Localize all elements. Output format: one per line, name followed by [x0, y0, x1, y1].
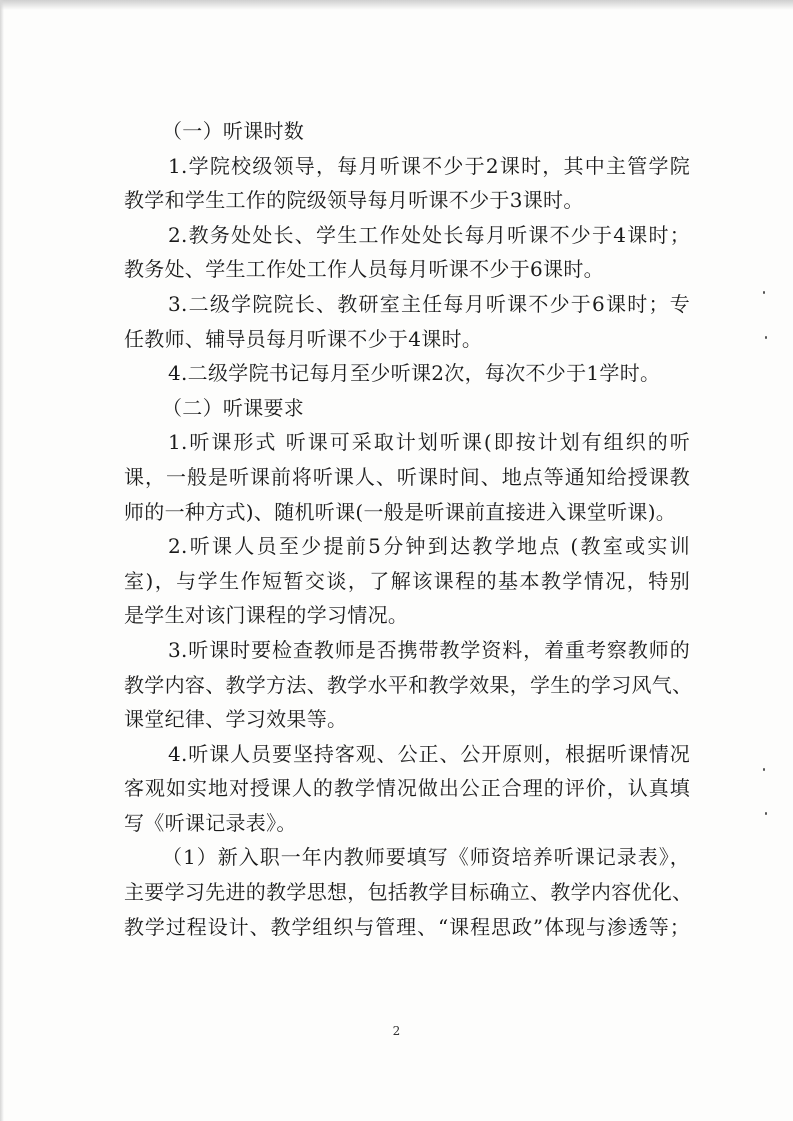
scan-speck: [763, 291, 765, 294]
scan-edge-top: [0, 0, 793, 10]
paragraph-line: 3.二级学院院长、教研室主任每月听课不少于6课时；专: [168, 291, 690, 316]
scan-speck: [763, 768, 765, 771]
paragraph-line: 教务处、学生工作处工作人员每月听课不少于6课时。: [124, 257, 604, 282]
paragraph-line: 4.听课人员要坚持客观、公正、公开原则，根据听课情况: [168, 741, 690, 766]
paragraph-line: 教学内容、教学方法、教学水平和教学效果，学生的学习风气、: [124, 672, 693, 697]
paragraph-line: 教学和学生工作的院级领导每月听课不少于3课时。: [124, 188, 584, 213]
paragraph-line: 任教师、辅导员每月听课不少于4课时。: [124, 326, 483, 351]
paragraph-line: 写《听课记录表》。: [124, 810, 297, 835]
paragraph-line: 是学生对该门课程的学习情况。: [124, 603, 409, 628]
paragraph-line: 4.二级学院书记每月至少听课2次，每次不少于1学时。: [168, 361, 661, 386]
scan-edge-left: [0, 0, 4, 1121]
paragraph-line: 客观如实地对授课人的教学情况做出公正合理的评价，认真填: [124, 776, 690, 801]
paragraph-line: 室)，与学生作短暂交谈，了解该课程的基本教学情况，特别: [124, 568, 690, 593]
paragraph-line: 2.听课人员至少提前5分钟到达教学地点 (教室或实训: [168, 534, 690, 559]
paragraph-line: 师的一种方式)、随机听课(一般是听课前直接进入课堂听课)。: [124, 499, 677, 524]
page-number: 2: [392, 1024, 401, 1038]
scan-speck: [765, 812, 767, 815]
paragraph-line: （1）新入职一年内教师要填写《师资培养听课记录表》，: [162, 845, 690, 870]
section-heading-requirements: （二）听课要求: [162, 395, 305, 420]
section-heading-class-hours: （一）听课时数: [162, 119, 305, 143]
scan-speck: [765, 336, 767, 339]
paragraph-line: 课堂纪律、学习效果等。: [124, 707, 348, 732]
paragraph-line: 主要学习先进的教学思想，包括教学目标确立、教学内容优化、: [124, 880, 693, 905]
paragraph-line: 2.教务处处长、学生工作处处长每月听课不少于4课时；: [168, 222, 690, 247]
paragraph-line: 课，一般是听课前将听课人、听课时间、地点等通知给授课教: [124, 464, 690, 489]
paragraph-line: 3.听课时要检查教师是否携带教学资料，着重考察教师的: [168, 637, 690, 662]
paragraph-line: 1.学院校级领导，每月听课不少于2课时，其中主管学院: [168, 153, 690, 178]
paragraph-line: 1.听课形式 听课可采取计划听课(即按计划有组织的听: [168, 430, 690, 455]
document-body: [124, 114, 693, 944]
paragraph-line: 教学过程设计、教学组织与管理、“课程思政”体现与渗透等；: [124, 914, 690, 939]
